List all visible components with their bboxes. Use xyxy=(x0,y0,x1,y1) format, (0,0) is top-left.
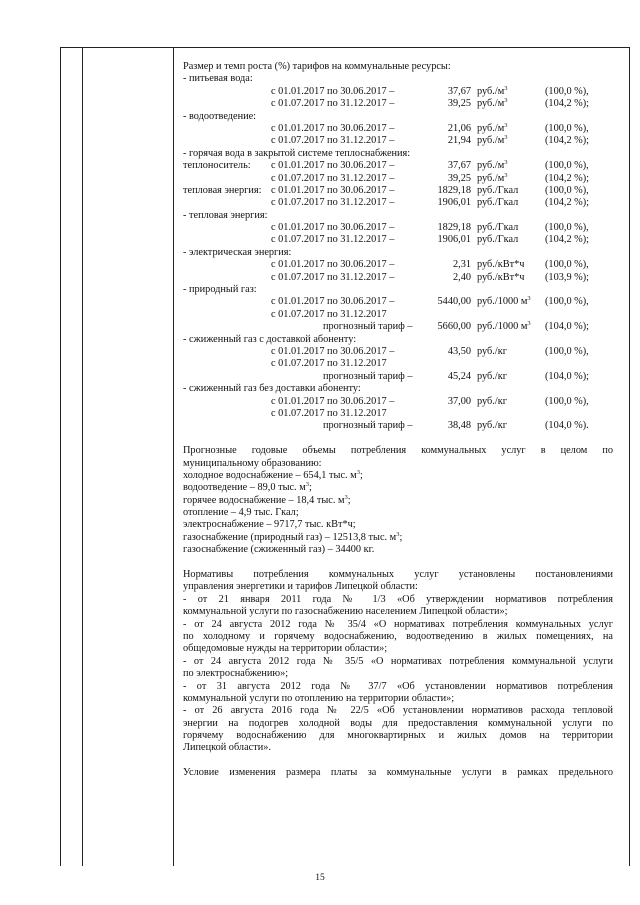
tariff-unit: $руб./м^3$ xyxy=(477,171,508,184)
superscript: 3 xyxy=(305,481,309,489)
tariff-row xyxy=(183,160,613,172)
superscript: 3 xyxy=(504,84,508,92)
tariff-row xyxy=(183,123,613,135)
norms-line: общедомовые нужды на территории области»; xyxy=(183,643,388,655)
tariff-section-title: - горячая вода в закрытой системе теплоснабжения: xyxy=(183,147,411,159)
superscript: 3 xyxy=(356,468,360,476)
tariff-value: 39,25 xyxy=(447,98,471,110)
tariff-row xyxy=(183,420,613,432)
tariff-content-cell xyxy=(183,61,613,780)
tariff-growth-percent: (104,0 %); xyxy=(545,321,590,333)
tariff-growth-percent: (100,0 %), xyxy=(545,184,589,196)
tariff-section-title: - природный газ: xyxy=(183,284,257,296)
tariff-period: прогнозный тариф – xyxy=(323,321,413,333)
tariff-period: с 01.07.2017 по 31.12.2017 – xyxy=(271,98,395,110)
tariff-growth-percent: (104,2 %); xyxy=(545,135,590,147)
condition-paragraph: Условие изменения размера платы за коммунальные услуги в рамках предельного xyxy=(183,767,613,779)
forecast-intro-line: муниципальному образованию: xyxy=(183,457,322,469)
superscript: 3 xyxy=(396,530,400,538)
consumption-norms xyxy=(183,569,613,755)
tariff-row xyxy=(183,222,613,234)
norms-line: - от 24 августа 2012 года № 35/5 «О нормативах потребления коммунальной услуги xyxy=(183,655,613,667)
tariff-unit: руб./кг xyxy=(477,420,507,432)
tariff-growth-percent: (100,0 %), xyxy=(545,395,589,407)
tariff-heading: Размер и темп роста (%) тарифов на коммунальные ресурсы: xyxy=(183,61,451,72)
tariff-growth-percent: (104,2 %); xyxy=(545,234,590,246)
tariff-row xyxy=(183,408,613,420)
tariff-growth-percent: (100,0 %), xyxy=(545,160,589,172)
tariff-period: с 01.07.2017 по 31.12.2017 xyxy=(271,358,387,370)
tariff-unit: руб./Гкал xyxy=(477,184,519,196)
tariff-unit: $руб./м^3$ xyxy=(477,134,508,147)
tariff-row-label: теплоноситель: xyxy=(183,160,251,172)
tariff-value: 5440,00 xyxy=(437,296,471,308)
tariff-row xyxy=(183,173,613,185)
tariff-value: 1906,01 xyxy=(437,197,471,209)
norms-line: по электроснабжению»; xyxy=(183,668,289,680)
tariff-section-title: - сжиженный газ с доставкой абоненту: xyxy=(183,333,357,345)
superscript: 3 xyxy=(504,97,508,105)
superscript: 3 xyxy=(344,493,348,501)
tariff-growth-percent: (100,0 %), xyxy=(545,296,589,308)
tariff-period: с 01.01.2017 по 30.06.2017 – xyxy=(271,296,395,308)
tariff-period: с 01.01.2017 по 30.06.2017 – xyxy=(271,395,395,407)
tariff-unit: руб./Гкал xyxy=(477,222,519,234)
norms-line: Нормативы потребления коммунальных услуг установлены постановлениями xyxy=(183,569,613,581)
tariff-row xyxy=(183,234,613,246)
forecast-item xyxy=(183,482,613,494)
forecast-item-text: электроснабжение – 9717,7 тыс. кВт*ч; xyxy=(183,519,356,531)
forecast-item xyxy=(183,544,613,556)
tariff-period: с 01.07.2017 по 31.12.2017 xyxy=(271,407,387,419)
tariff-section-title: - сжиженный газ без доставки абоненту: xyxy=(183,383,361,395)
tariff-period: с 01.01.2017 по 30.06.2017 – xyxy=(271,184,395,196)
tariff-unit: $руб./м^3$ xyxy=(477,84,508,97)
tariff-row xyxy=(183,259,613,271)
tariff-unit: руб./кВт*ч xyxy=(477,259,525,271)
forecast-item-text: холодное водоснабжение – 654,1 тыс. м xyxy=(183,469,357,481)
forecast-volumes xyxy=(183,445,613,557)
tariff-growth-percent: (104,2 %); xyxy=(545,172,590,184)
superscript: 3 xyxy=(527,295,531,303)
tariff-value: 1829,18 xyxy=(437,184,471,196)
tariff-unit: руб./кг xyxy=(477,395,507,407)
tariff-row xyxy=(183,296,613,308)
forecast-item xyxy=(183,532,613,544)
tariff-unit: руб./Гкал xyxy=(477,197,519,209)
tariff-row xyxy=(183,86,613,98)
tariff-growth-percent: (103,9 %); xyxy=(545,271,590,283)
norms-line: коммунальной услуги по отоплению на территории области»; xyxy=(183,692,455,704)
tariff-unit: $руб./м^3$ xyxy=(477,159,508,172)
tariff-period: с 01.07.2017 по 31.12.2017 – xyxy=(271,135,395,147)
tariff-section-title: - водоотведение: xyxy=(183,110,257,122)
tariff-growth-percent: (100,0 %), xyxy=(545,345,589,357)
tariff-growth-percent: (104,2 %); xyxy=(545,98,590,110)
norms-line: по холодному и горячему водоснабжению, водоотведению в жилых помещениях, на xyxy=(183,630,613,642)
norms-line: - от 26 августа 2016 года № 22/5 «Об установлении нормативов расхода тепловой xyxy=(183,705,613,717)
tariff-row xyxy=(183,358,613,370)
tariff-value: 1906,01 xyxy=(437,234,471,246)
tariff-value: 1829,18 xyxy=(437,222,471,234)
superscript: 3 xyxy=(504,171,508,179)
table-column-divider xyxy=(82,48,83,866)
tariff-section-title: - тепловая энергия: xyxy=(183,209,268,221)
norms-line: управления энергетики и тарифов Липецкой области: xyxy=(183,581,418,593)
superscript: 3 xyxy=(504,121,508,129)
tariff-growth-percent: (100,0 %), xyxy=(545,85,589,97)
tariff-row xyxy=(183,197,613,209)
tariff-period: с 01.07.2017 по 31.12.2017 – xyxy=(271,172,395,184)
forecast-item-text: водоотведение – 89,0 тыс. м xyxy=(183,482,306,494)
tariff-value: 37,67 xyxy=(447,85,471,97)
tariff-growth-percent: (104,0 %). xyxy=(545,420,589,432)
superscript: 3 xyxy=(504,159,508,167)
tariff-row xyxy=(183,396,613,408)
superscript: 3 xyxy=(527,320,531,328)
forecast-item-text: отопление – 4,9 тыс. Гкал; xyxy=(183,507,299,519)
page-number: 15 xyxy=(315,873,325,883)
tariff-row xyxy=(183,98,613,110)
forecast-intro-line: Прогнозные годовые объемы потребления коммунальных услуг в целом по xyxy=(183,445,613,457)
forecast-item-tail: ; xyxy=(399,531,403,543)
tariff-period: с 01.07.2017 по 31.12.2017 – xyxy=(271,234,395,246)
norms-line: горячему водоснабжению для многоквартирных и жилых домов на территории xyxy=(183,730,613,742)
tariff-growth-percent: (104,2 %); xyxy=(545,197,590,209)
tariff-value: 2,40 xyxy=(452,271,471,283)
norms-line: энергии на подогрев холодной воды для предоставления коммунальной услуги по xyxy=(183,717,613,729)
tariff-row xyxy=(183,309,613,321)
forecast-item-text: газоснабжение (сжиженный газ) – 34400 кг. xyxy=(183,544,375,556)
tariff-row xyxy=(183,185,613,197)
tariff-unit: руб./1000 $м^3$ xyxy=(477,320,531,333)
tariff-period: с 01.01.2017 по 30.06.2017 – xyxy=(271,160,395,172)
tariff-unit: $руб./м^3$ xyxy=(477,97,508,110)
forecast-item xyxy=(183,470,613,482)
tariff-section-title: - питьевая вода: xyxy=(183,73,253,85)
tariff-growth-percent: (100,0 %), xyxy=(545,122,589,134)
tariff-unit: руб./кг xyxy=(477,345,507,357)
tariff-row-label: тепловая энергия: xyxy=(183,184,262,196)
table-column-divider xyxy=(173,48,174,866)
tariff-unit: руб./кВт*ч xyxy=(477,271,525,283)
tariff-value: 21,94 xyxy=(447,135,471,147)
forecast-item-text: горячее водоснабжение – 18,4 тыс. м xyxy=(183,494,345,506)
tariff-value: 2,31 xyxy=(452,259,471,271)
tariff-growth-percent: (100,0 %), xyxy=(545,222,589,234)
forecast-item xyxy=(183,495,613,507)
tariff-period: с 01.01.2017 по 30.06.2017 – xyxy=(271,122,395,134)
forecast-item-text: газоснабжение (природный газ) – 12513,8 тыс. м xyxy=(183,531,397,543)
tariff-value: 5660,00 xyxy=(437,321,471,333)
tariff-value: 43,50 xyxy=(447,345,471,357)
tariff-row xyxy=(183,346,613,358)
tariff-growth-percent: (100,0 %), xyxy=(545,259,589,271)
norms-line: Липецкой области». xyxy=(183,742,271,754)
tariff-value: 38,48 xyxy=(447,420,471,432)
tariff-period: с 01.07.2017 по 31.12.2017 xyxy=(271,308,387,320)
forecast-item-tail: ; xyxy=(347,494,351,506)
superscript: 3 xyxy=(504,134,508,142)
tariff-growth-percent: (104,0 %); xyxy=(545,370,590,382)
tariff-period: с 01.01.2017 по 30.06.2017 – xyxy=(271,259,395,271)
tariff-row xyxy=(183,321,613,333)
tariff-period: с 01.01.2017 по 30.06.2017 – xyxy=(271,345,395,357)
tariff-row xyxy=(183,135,613,147)
norms-line: - от 24 августа 2012 года № 35/4 «О нормативах потребления коммунальных услуг xyxy=(183,618,613,630)
tariff-value: 39,25 xyxy=(447,172,471,184)
forecast-item-tail: ; xyxy=(359,469,363,481)
tariff-period: с 01.01.2017 по 30.06.2017 – xyxy=(271,85,395,97)
tariff-value: 37,67 xyxy=(447,160,471,172)
forecast-item-tail: ; xyxy=(308,482,312,494)
tariff-unit: $руб./м^3$ xyxy=(477,121,508,134)
tariff-unit: руб./1000 $м^3$ xyxy=(477,295,531,308)
tariff-value: 37,00 xyxy=(447,395,471,407)
norms-line: - от 21 января 2011 года № 1/3 «Об утверждении нормативов потребления xyxy=(183,593,613,605)
tariff-row xyxy=(183,272,613,284)
tariff-value: 45,24 xyxy=(447,370,471,382)
forecast-item xyxy=(183,507,613,519)
tariff-period: с 01.07.2017 по 31.12.2017 – xyxy=(271,271,395,283)
tariff-period: прогнозный тариф – xyxy=(323,370,413,382)
norms-line: коммунальной услуги по газоснабжению населением Липецкой области»; xyxy=(183,606,508,618)
tariff-period: прогнозный тариф – xyxy=(323,420,413,432)
tariff-sections xyxy=(183,73,613,432)
tariff-period: с 01.01.2017 по 30.06.2017 – xyxy=(271,222,395,234)
norms-line: - от 31 августа 2012 года № 37/7 «Об установлении нормативов потребления xyxy=(183,680,613,692)
tariff-unit: руб./кг xyxy=(477,370,507,382)
tariff-period: с 01.07.2017 по 31.12.2017 – xyxy=(271,197,395,209)
tariff-value: 21,06 xyxy=(447,122,471,134)
tariff-row xyxy=(183,371,613,383)
tariff-unit: руб./Гкал xyxy=(477,234,519,246)
tariff-section-title: - электрическая энергия: xyxy=(183,246,292,258)
